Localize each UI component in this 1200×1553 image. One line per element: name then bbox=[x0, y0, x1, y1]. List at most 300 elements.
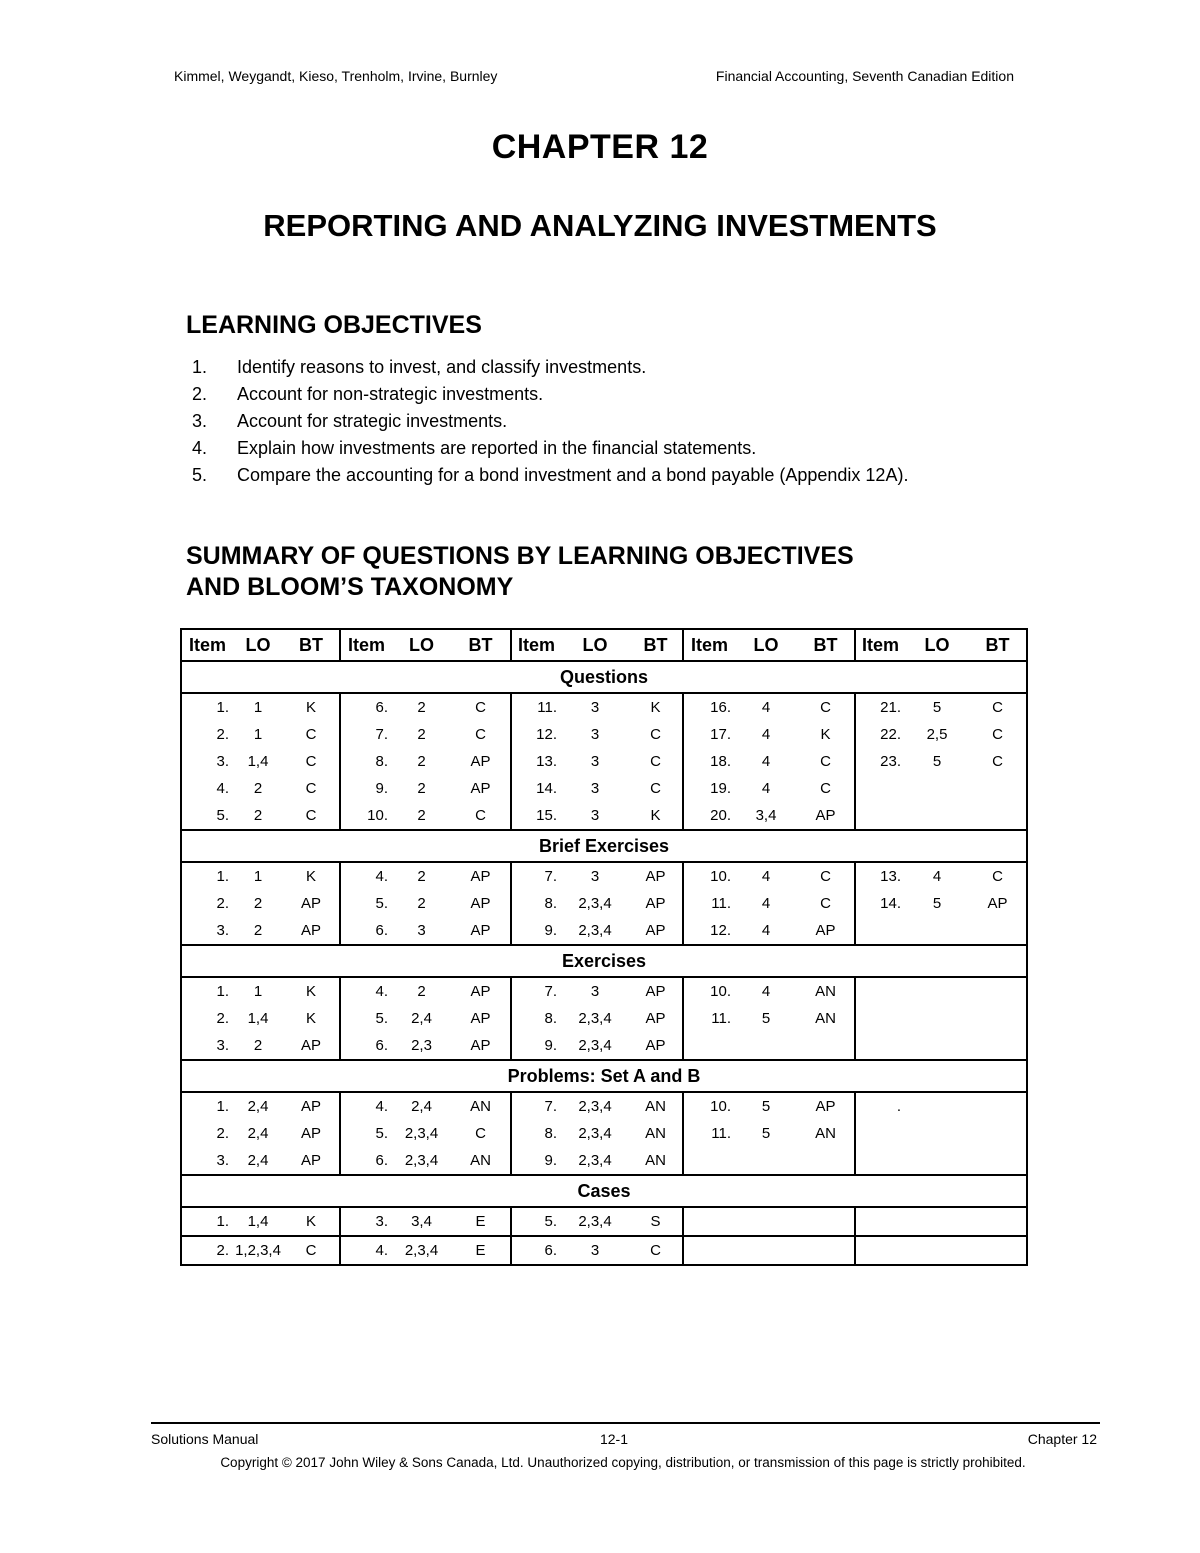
bt-cell: AN bbox=[797, 1005, 855, 1032]
bt-cell: K bbox=[283, 693, 340, 721]
objective-text: Explain how investments are reported in the financial statements. bbox=[237, 438, 757, 458]
lo-cell: 2,3,4 bbox=[578, 895, 612, 912]
item-cell: 13. bbox=[511, 748, 561, 775]
item-cell: 2. bbox=[181, 890, 233, 917]
bt-cell: AP bbox=[283, 917, 340, 945]
bt-cell bbox=[969, 1236, 1027, 1265]
lo-cell: 2 bbox=[233, 917, 283, 945]
page-number: 12-1 bbox=[599, 1431, 629, 1447]
column-header-item: Item bbox=[340, 629, 392, 661]
lo-cell: 2,3,4 bbox=[392, 1236, 451, 1265]
objective-text: Identify reasons to invest, and classify investments. bbox=[237, 357, 647, 377]
lo-cell: 2,3,4 bbox=[561, 1032, 629, 1060]
item-cell bbox=[855, 1236, 905, 1265]
bt-cell: C bbox=[451, 1120, 511, 1147]
lo-cell: 1 bbox=[253, 726, 263, 743]
item-cell: 7. bbox=[340, 721, 392, 748]
lo-cell bbox=[905, 1236, 969, 1265]
item-cell: 16. bbox=[683, 693, 735, 721]
item-cell: 6. bbox=[340, 1032, 392, 1060]
bt-cell: AP bbox=[629, 917, 683, 945]
item-cell bbox=[855, 977, 905, 1005]
table-row bbox=[181, 748, 1027, 775]
objective-number: 5. bbox=[192, 465, 208, 485]
bt-cell: K bbox=[283, 1207, 340, 1236]
item-cell: 10. bbox=[340, 802, 392, 830]
lo-cell bbox=[905, 775, 969, 802]
table-row bbox=[181, 721, 1027, 748]
lo-cell bbox=[905, 1120, 969, 1147]
item-cell: 12. bbox=[683, 917, 735, 945]
lo-cell: 4 bbox=[761, 780, 771, 797]
bt-cell bbox=[797, 1236, 855, 1265]
bt-cell: K bbox=[283, 1005, 340, 1032]
lo-cell: 3 bbox=[590, 983, 600, 1000]
item-cell: 21. bbox=[855, 693, 905, 721]
list-item bbox=[192, 435, 908, 462]
section-title: Cases bbox=[181, 1175, 1027, 1207]
lo-cell: 5 bbox=[761, 1010, 771, 1027]
bt-cell: AP bbox=[629, 1005, 683, 1032]
item-cell: 11. bbox=[683, 1120, 735, 1147]
bt-cell: K bbox=[797, 721, 855, 748]
lo-cell: 2,3,4 bbox=[578, 1098, 612, 1115]
lo-cell: 5 bbox=[932, 699, 942, 716]
lo-cell: 3,4 bbox=[735, 802, 797, 830]
column-header-lo: LO bbox=[561, 629, 629, 661]
bt-cell: C bbox=[969, 862, 1027, 890]
lo-cell: 4 bbox=[761, 868, 771, 885]
item-cell: 1. bbox=[181, 1207, 233, 1236]
bt-cell: C bbox=[797, 862, 855, 890]
bt-cell: C bbox=[969, 748, 1027, 775]
item-cell: 2. bbox=[181, 1120, 233, 1147]
lo-cell: 3 bbox=[590, 699, 600, 716]
lo-cell: 2,3,4 bbox=[561, 1147, 629, 1175]
bt-cell: C bbox=[629, 775, 683, 802]
column-header-item: Item bbox=[855, 629, 905, 661]
item-cell: 11. bbox=[511, 693, 561, 721]
bt-cell: S bbox=[629, 1207, 683, 1236]
lo-cell: 3 bbox=[590, 753, 600, 770]
lo-cell: 2,4 bbox=[411, 1010, 432, 1027]
lo-cell bbox=[735, 1236, 797, 1265]
item-cell: 5. bbox=[340, 1005, 392, 1032]
item-cell: 9. bbox=[511, 917, 561, 945]
bt-cell: AP bbox=[451, 890, 511, 917]
item-cell bbox=[855, 802, 905, 830]
lo-cell bbox=[735, 1147, 797, 1175]
item-cell: 1. bbox=[181, 1092, 233, 1120]
item-cell: 17. bbox=[683, 721, 735, 748]
lo-cell: 2,3,4 bbox=[578, 1125, 612, 1142]
lo-cell: 3 bbox=[561, 1236, 629, 1265]
item-cell: 7. bbox=[511, 862, 561, 890]
bt-cell: AP bbox=[283, 1092, 340, 1120]
objective-text: Compare the accounting for a bond investment and a bond payable (Appendix 12A). bbox=[237, 465, 909, 485]
bt-cell bbox=[969, 1207, 1027, 1236]
lo-cell bbox=[905, 1005, 969, 1032]
bt-cell bbox=[969, 917, 1027, 945]
footer-manual-label: Solutions Manual bbox=[151, 1431, 259, 1447]
lo-cell bbox=[905, 802, 969, 830]
item-cell bbox=[855, 1207, 905, 1236]
lo-cell: 3 bbox=[561, 802, 629, 830]
bt-cell: C bbox=[629, 1236, 683, 1265]
lo-cell: 4 bbox=[761, 753, 771, 770]
bt-cell: K bbox=[283, 862, 340, 890]
bt-cell: AP bbox=[797, 917, 855, 945]
table-row bbox=[181, 1236, 1027, 1265]
chapter-subtitle: REPORTING AND ANALYZING INVESTMENTS bbox=[263, 208, 937, 243]
item-cell: 23. bbox=[855, 748, 905, 775]
footer-divider bbox=[151, 1422, 1100, 1424]
lo-cell: 5 bbox=[761, 1098, 771, 1115]
item-cell: 3. bbox=[181, 1147, 233, 1175]
item-cell: 20. bbox=[683, 802, 735, 830]
lo-cell: 2 bbox=[233, 1032, 283, 1060]
header-row bbox=[181, 629, 1027, 661]
lo-cell bbox=[905, 1032, 969, 1060]
column-header-bt: BT bbox=[283, 629, 340, 661]
item-cell: 6. bbox=[340, 917, 392, 945]
bt-cell: C bbox=[283, 748, 340, 775]
item-cell: 14. bbox=[855, 890, 905, 917]
list-item bbox=[192, 381, 908, 408]
bt-cell: AP bbox=[797, 1092, 855, 1120]
bt-cell: C bbox=[969, 693, 1027, 721]
learning-objectives-heading: LEARNING OBJECTIVES bbox=[186, 311, 482, 339]
table-row bbox=[181, 1207, 1027, 1236]
lo-cell: 2 bbox=[417, 726, 426, 743]
bt-cell: C bbox=[629, 748, 683, 775]
objective-text: Account for strategic investments. bbox=[237, 411, 508, 431]
table-header bbox=[181, 629, 1027, 661]
item-cell: 5. bbox=[511, 1207, 561, 1236]
lo-cell: 2,3,4 bbox=[578, 1010, 612, 1027]
bt-cell: AP bbox=[283, 1147, 340, 1175]
learning-objectives-list bbox=[192, 354, 908, 489]
summary-heading-line-1: SUMMARY OF QUESTIONS BY LEARNING OBJECTIVES bbox=[186, 542, 854, 570]
bt-cell: AN bbox=[451, 1092, 511, 1120]
lo-cell: 3 bbox=[590, 780, 600, 797]
lo-cell: 5 bbox=[761, 1125, 771, 1142]
summary-heading-line-2: AND BLOOM’S TAXONOMY bbox=[186, 573, 514, 601]
bt-cell: C bbox=[797, 890, 855, 917]
lo-cell: 2 bbox=[417, 895, 426, 912]
item-cell: 8. bbox=[511, 1005, 561, 1032]
section-header-row bbox=[181, 945, 1027, 977]
bt-cell: AP bbox=[451, 917, 511, 945]
bt-cell: C bbox=[797, 775, 855, 802]
summary-heading bbox=[186, 541, 854, 603]
item-cell: 2. bbox=[181, 721, 233, 748]
bt-cell: AP bbox=[629, 1032, 683, 1060]
bt-cell: AN bbox=[451, 1147, 511, 1175]
item-cell: 5. bbox=[340, 1120, 392, 1147]
bt-cell: AN bbox=[629, 1147, 683, 1175]
bt-cell: AP bbox=[283, 1032, 340, 1060]
bt-cell: AP bbox=[629, 890, 683, 917]
section-title: Problems: Set A and B bbox=[181, 1060, 1027, 1092]
table-row bbox=[181, 977, 1027, 1005]
item-cell: 18. bbox=[683, 748, 735, 775]
bt-cell: E bbox=[451, 1236, 511, 1265]
table-row bbox=[181, 890, 1027, 917]
table-row bbox=[181, 775, 1027, 802]
list-item bbox=[192, 354, 908, 381]
item-cell bbox=[683, 1147, 735, 1175]
column-header-item: Item bbox=[683, 629, 735, 661]
lo-cell: 2,3,4 bbox=[404, 1125, 439, 1142]
bt-cell: AN bbox=[629, 1092, 683, 1120]
item-cell: 3. bbox=[181, 917, 233, 945]
bt-cell: C bbox=[969, 721, 1027, 748]
list-item bbox=[192, 462, 908, 489]
bt-cell: AP bbox=[451, 775, 511, 802]
lo-cell bbox=[905, 917, 969, 945]
objective-number: 3. bbox=[192, 411, 208, 431]
bt-cell bbox=[969, 1005, 1027, 1032]
lo-cell: 2 bbox=[417, 868, 426, 885]
item-cell: 13. bbox=[855, 862, 905, 890]
bt-cell: AP bbox=[969, 890, 1027, 917]
bt-cell: AP bbox=[283, 1120, 340, 1147]
column-header-bt: BT bbox=[969, 629, 1027, 661]
item-cell: 3. bbox=[181, 748, 233, 775]
item-cell: 7. bbox=[511, 1092, 561, 1120]
bt-cell: AP bbox=[797, 802, 855, 830]
objective-text: Account for non-strategic investments. bbox=[237, 384, 544, 404]
lo-cell: 4 bbox=[761, 699, 771, 716]
lo-cell: 1 bbox=[253, 699, 263, 716]
table-row bbox=[181, 862, 1027, 890]
bt-cell: C bbox=[283, 775, 340, 802]
item-cell bbox=[683, 1207, 735, 1236]
bt-cell bbox=[969, 1032, 1027, 1060]
bt-cell: C bbox=[451, 802, 511, 830]
table-row bbox=[181, 1147, 1027, 1175]
lo-cell bbox=[905, 1207, 969, 1236]
lo-cell: 4 bbox=[761, 983, 771, 1000]
bt-cell bbox=[969, 1120, 1027, 1147]
lo-cell: 4 bbox=[761, 726, 771, 743]
bt-cell: AN bbox=[629, 1120, 683, 1147]
lo-cell: 2 bbox=[417, 753, 426, 770]
column-header-lo: LO bbox=[735, 629, 797, 661]
item-cell: 15. bbox=[511, 802, 561, 830]
bt-cell bbox=[969, 1147, 1027, 1175]
item-cell: 22. bbox=[855, 721, 905, 748]
item-cell: 10. bbox=[683, 977, 735, 1005]
item-cell: 14. bbox=[511, 775, 561, 802]
section-header-row bbox=[181, 1060, 1027, 1092]
item-cell: 11. bbox=[683, 1005, 735, 1032]
bt-cell: AP bbox=[451, 1032, 511, 1060]
bt-cell: AN bbox=[797, 1120, 855, 1147]
item-cell: 2. bbox=[181, 1236, 233, 1265]
bt-cell: AP bbox=[629, 977, 683, 1005]
section-title: Questions bbox=[181, 661, 1027, 693]
item-cell: 7. bbox=[511, 977, 561, 1005]
lo-cell bbox=[905, 1147, 969, 1175]
table-row bbox=[181, 1005, 1027, 1032]
list-item bbox=[192, 408, 908, 435]
item-cell: 10. bbox=[683, 1092, 735, 1120]
bt-cell: C bbox=[797, 748, 855, 775]
item-cell: 5. bbox=[340, 890, 392, 917]
lo-cell: 2,4 bbox=[411, 1098, 432, 1115]
item-cell: 9. bbox=[340, 775, 392, 802]
lo-cell: 1,4 bbox=[247, 1010, 269, 1027]
item-cell bbox=[855, 1005, 905, 1032]
lo-cell: 4 bbox=[761, 895, 771, 912]
item-cell bbox=[683, 1032, 735, 1060]
section-header-row bbox=[181, 1175, 1027, 1207]
lo-cell: 2,5 bbox=[926, 726, 948, 743]
bt-cell: AP bbox=[451, 748, 511, 775]
item-cell: 4. bbox=[340, 977, 392, 1005]
lo-cell: 2,3,4 bbox=[561, 917, 629, 945]
item-cell: 2. bbox=[181, 1005, 233, 1032]
item-cell bbox=[855, 1120, 905, 1147]
bt-cell: C bbox=[451, 721, 511, 748]
item-cell: 9. bbox=[511, 1032, 561, 1060]
item-cell: 6. bbox=[511, 1236, 561, 1265]
bt-cell: E bbox=[451, 1207, 511, 1236]
bt-cell bbox=[797, 1147, 855, 1175]
item-cell: 1. bbox=[181, 693, 233, 721]
column-header-item: Item bbox=[181, 629, 233, 661]
lo-cell: 2,3,4 bbox=[392, 1147, 451, 1175]
lo-cell: 1,2,3,4 bbox=[233, 1236, 283, 1265]
bt-cell bbox=[969, 1092, 1027, 1120]
bt-cell: K bbox=[629, 693, 683, 721]
item-cell: 8. bbox=[340, 748, 392, 775]
table-row bbox=[181, 917, 1027, 945]
objective-number: 2. bbox=[192, 384, 208, 404]
bt-cell: C bbox=[451, 693, 511, 721]
lo-cell: 2 bbox=[417, 983, 426, 1000]
item-cell: 4. bbox=[340, 1092, 392, 1120]
lo-cell: 2,4 bbox=[233, 1147, 283, 1175]
running-header-book-title: Financial Accounting, Seventh Canadian Edition bbox=[715, 68, 1014, 84]
table-body bbox=[181, 661, 1027, 1265]
item-cell: 11. bbox=[683, 890, 735, 917]
lo-cell: 2 bbox=[417, 780, 426, 797]
lo-cell: 2,3,4 bbox=[561, 1207, 629, 1236]
column-header-bt: BT bbox=[451, 629, 511, 661]
bt-cell: C bbox=[283, 1236, 340, 1265]
item-cell: 4. bbox=[340, 1236, 392, 1265]
lo-cell: 2,4 bbox=[247, 1125, 269, 1142]
item-cell: 4. bbox=[340, 862, 392, 890]
copyright-notice: Copyright © 2017 John Wiley & Sons Canada, Ltd. Unauthorized copying, distribution, or transmission of this page is strictly prohibited. bbox=[220, 1455, 1026, 1470]
item-cell: 9. bbox=[511, 1147, 561, 1175]
item-cell: 4. bbox=[181, 775, 233, 802]
lo-cell bbox=[905, 977, 969, 1005]
bt-cell: C bbox=[797, 693, 855, 721]
lo-cell bbox=[905, 1092, 969, 1120]
bt-cell bbox=[969, 802, 1027, 830]
item-cell bbox=[855, 1032, 905, 1060]
item-cell: 19. bbox=[683, 775, 735, 802]
lo-cell: 3 bbox=[590, 868, 600, 885]
item-cell bbox=[855, 775, 905, 802]
lo-cell bbox=[735, 1032, 797, 1060]
lo-cell: 1,4 bbox=[233, 1207, 283, 1236]
bt-cell: K bbox=[283, 977, 340, 1005]
section-header-row bbox=[181, 661, 1027, 693]
lo-cell: 2 bbox=[253, 780, 263, 797]
column-header-item: Item bbox=[511, 629, 561, 661]
bt-cell: AN bbox=[797, 977, 855, 1005]
item-cell: 3. bbox=[181, 1032, 233, 1060]
column-header-bt: BT bbox=[797, 629, 855, 661]
lo-cell: 2 bbox=[253, 895, 263, 912]
table-row bbox=[181, 1092, 1027, 1120]
lo-cell: 5 bbox=[932, 753, 942, 770]
bt-cell bbox=[969, 977, 1027, 1005]
lo-cell bbox=[735, 1207, 797, 1236]
table-row bbox=[181, 1032, 1027, 1060]
bt-cell: C bbox=[283, 721, 340, 748]
lo-cell: 2 bbox=[233, 802, 283, 830]
item-cell: 1. bbox=[181, 862, 233, 890]
item-cell: 8. bbox=[511, 890, 561, 917]
column-header-bt: BT bbox=[629, 629, 683, 661]
bt-cell: C bbox=[283, 802, 340, 830]
lo-cell: 1 bbox=[253, 983, 263, 1000]
item-cell bbox=[855, 1147, 905, 1175]
footer-chapter-label: Chapter 12 bbox=[1027, 1431, 1097, 1447]
objective-number: 1. bbox=[192, 357, 208, 377]
lo-cell: 3 bbox=[392, 917, 451, 945]
lo-cell: 2,3 bbox=[392, 1032, 451, 1060]
section-title: Exercises bbox=[181, 945, 1027, 977]
table-row bbox=[181, 1120, 1027, 1147]
item-cell: 1. bbox=[181, 977, 233, 1005]
column-header-lo: LO bbox=[233, 629, 283, 661]
item-cell: 6. bbox=[340, 1147, 392, 1175]
table-row bbox=[181, 802, 1027, 830]
bt-cell: AP bbox=[451, 977, 511, 1005]
lo-cell: 1 bbox=[253, 868, 263, 885]
column-header-lo: LO bbox=[392, 629, 451, 661]
item-cell: . bbox=[855, 1092, 905, 1120]
lo-cell: 2 bbox=[417, 699, 426, 716]
item-cell: 6. bbox=[340, 693, 392, 721]
taxonomy-table bbox=[180, 628, 1028, 1266]
bt-cell bbox=[797, 1032, 855, 1060]
lo-cell: 5 bbox=[932, 895, 942, 912]
lo-cell: 4 bbox=[735, 917, 797, 945]
item-cell: 10. bbox=[683, 862, 735, 890]
table-row bbox=[181, 693, 1027, 721]
bt-cell bbox=[969, 775, 1027, 802]
bt-cell: AP bbox=[629, 862, 683, 890]
item-cell bbox=[683, 1236, 735, 1265]
chapter-title: CHAPTER 12 bbox=[491, 128, 709, 166]
section-title: Brief Exercises bbox=[181, 830, 1027, 862]
item-cell: 8. bbox=[511, 1120, 561, 1147]
bt-cell: AP bbox=[283, 890, 340, 917]
running-header-authors: Kimmel, Weygandt, Kieso, Trenholm, Irvine, Burnley bbox=[174, 68, 498, 84]
lo-cell: 4 bbox=[932, 868, 942, 885]
item-cell: 5. bbox=[181, 802, 233, 830]
bt-cell: K bbox=[629, 802, 683, 830]
lo-cell: 3,4 bbox=[392, 1207, 451, 1236]
